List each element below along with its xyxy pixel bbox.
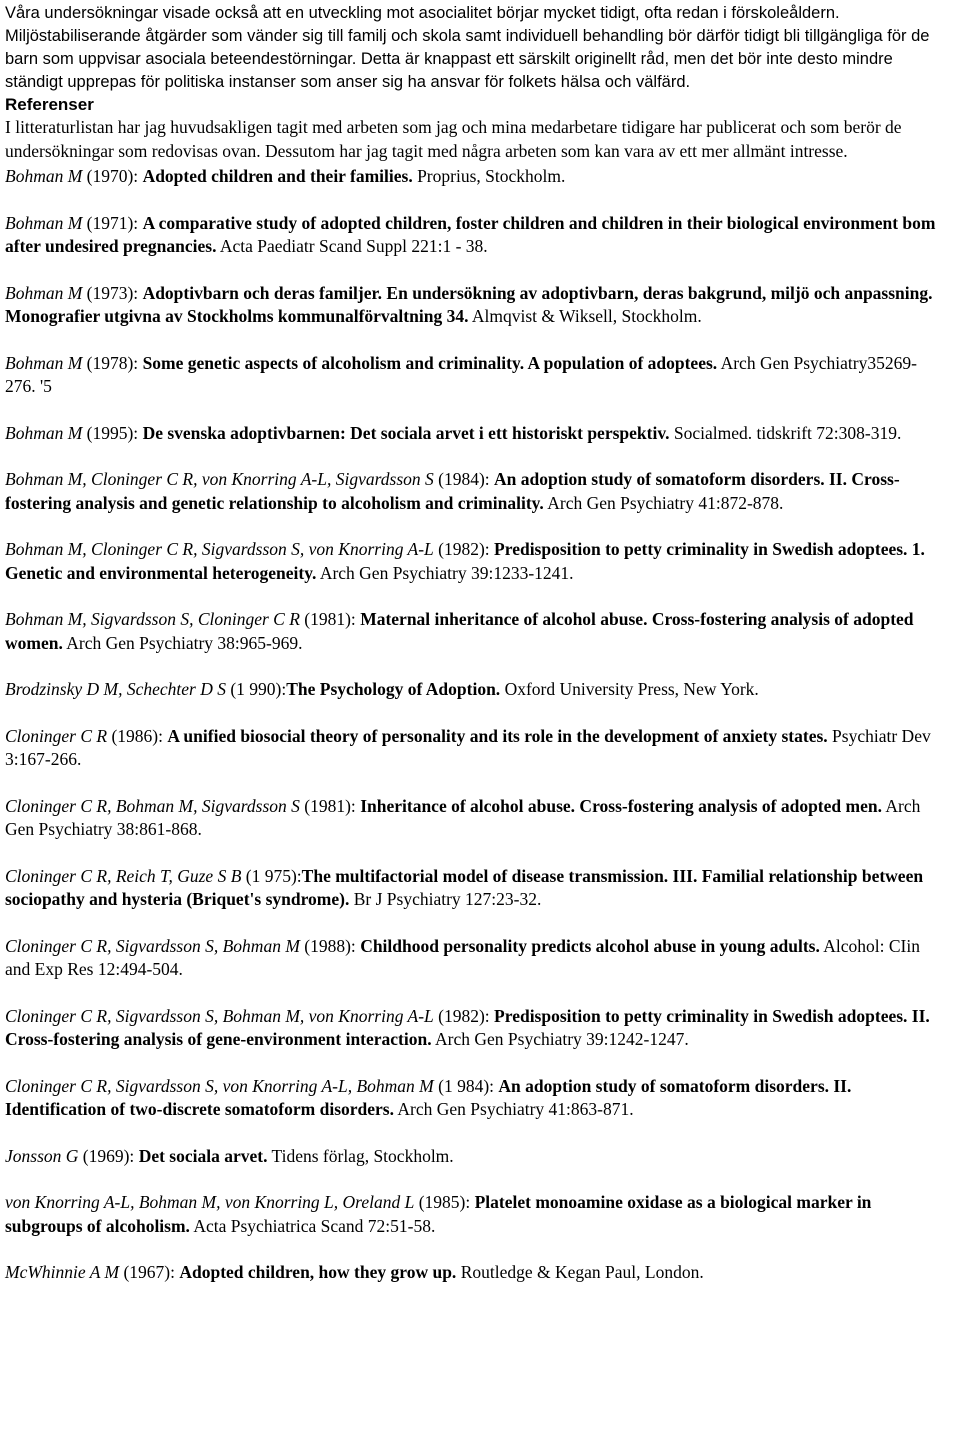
reference-title: De svenska adoptivbarnen: Det sociala arvet i ett historiskt perspektiv. xyxy=(142,422,670,443)
reference-authors: Bohman M, Cloninger C R, von Knorring A-L, Sigvardsson S xyxy=(5,469,434,489)
reference-year: (1969): xyxy=(78,1145,139,1166)
reference-source: Proprius, Stockholm. xyxy=(412,166,566,186)
reference-authors: Cloninger C R, Sigvardsson S, von Knorring A-L, Bohman M xyxy=(5,1075,434,1096)
intro-paragraph: Våra undersökningar visade också att en utveckling mot asocialitet börjar mycket tidigt, ofta redan i förskoleåldern. Miljöstabiliserande åtgärder som vänder sig till familj och skola samt individuell behandling bör därför tidigt bli tillgängliga för de barn som uppvisar asociala beteendestörningar. Detta är knappast ett särskilt originellt råd, men det bör inte desto mindre ständigt upprepas för politiska instanser som anser sig ha ansvar för folkets hälsa och välfärd. xyxy=(5,4,930,91)
reference-authors: von Knorring A-L, Bohman M, von Knorring L, Oreland L xyxy=(5,1192,415,1212)
reference-source: Arch Gen Psychiatry 39:1242-1247. xyxy=(431,1029,689,1049)
reference-source: Arch Gen Psychiatry 39:1233-1241. xyxy=(316,562,574,583)
reference-item xyxy=(5,795,947,842)
reference-item xyxy=(5,865,947,912)
reference-authors: McWhinnie A M xyxy=(5,1262,120,1282)
reference-year: (1973): xyxy=(82,282,143,303)
reference-title: Childhood personality predicts alcohol abuse in young adults. xyxy=(360,935,820,956)
reference-source: Acta Psychiatrica Scand 72:51-58. xyxy=(189,1215,436,1236)
reference-year: (1982): xyxy=(433,1005,495,1026)
reference-title: Predisposition to petty criminality in Swedish adoptees. 1. Genetic and environmental heterogeneity. xyxy=(5,539,925,583)
reference-source: Arch Gen Psychiatry 41:872-878. xyxy=(543,492,784,513)
reference-authors: Bohman M xyxy=(5,282,83,303)
reference-source: Arch Gen Psychiatry 41:863-871. xyxy=(393,1099,634,1119)
reference-source: Psychiatr Dev 3:167-266. xyxy=(5,725,931,769)
reference-item xyxy=(5,352,947,399)
reference-year: (1988): xyxy=(299,935,361,956)
reference-item xyxy=(5,212,947,259)
reference-source: Routledge & Kegan Paul, London. xyxy=(456,1262,704,1282)
reference-title: Adoptivbarn och deras familjer. En undersökning av adoptivbarn, deras bakgrund, miljö och anpassning. Monografier utgivna av Stockholms kommunalförvaltning 34. xyxy=(5,282,933,326)
reference-authors: Bohman M xyxy=(5,422,83,443)
reference-authors: Cloninger C R, Reich T, Guze S B xyxy=(5,865,242,886)
reference-title: Adopted children and their families. xyxy=(142,166,413,186)
reference-year: (1970): xyxy=(82,166,143,186)
reference-year: (1986): xyxy=(107,725,168,746)
reference-authors: Bohman M xyxy=(5,166,83,186)
reference-authors: Cloninger C R, Bohman M, Sigvardsson S xyxy=(5,795,300,816)
reference-item xyxy=(5,1075,947,1122)
reference-title: Predisposition to petty criminality in Swedish adoptees. II. Cross-fostering analysis of gene-environment interaction. xyxy=(5,1005,930,1049)
reference-year: (1978): xyxy=(82,352,143,373)
reference-year: (1982): xyxy=(433,539,495,559)
reference-source: Oxford University Press, New York. xyxy=(500,679,759,699)
reference-source: Tidens förlag, Stockholm. xyxy=(267,1145,454,1166)
reference-authors: Bohman M xyxy=(5,352,83,373)
reference-year: (1981): xyxy=(299,609,361,629)
reference-item xyxy=(5,468,947,515)
reference-authors: Cloninger C R xyxy=(5,725,108,746)
reference-title: Some genetic aspects of alcoholism and criminality. A population of adoptees. xyxy=(142,352,718,373)
reference-item xyxy=(5,165,947,189)
reference-year: (1995): xyxy=(82,422,143,443)
reference-title: The multifactorial model of disease transmission. III. Familial relationship between sociopathy and hysteria (Briquet's syndrome). xyxy=(5,865,924,909)
reference-authors: Cloninger C R, Sigvardsson S, Bohman M xyxy=(5,935,300,956)
reference-item xyxy=(5,538,947,585)
reference-year: (1984): xyxy=(433,469,495,489)
reference-title: Maternal inheritance of alcohol abuse. Cross-fostering analysis of adopted women. xyxy=(5,609,914,653)
reference-source: Alcohol: CIin and Exp Res 12:494-504. xyxy=(5,935,920,979)
reference-item xyxy=(5,282,947,329)
reference-source: Br J Psychiatry 127:23-32. xyxy=(349,889,542,909)
reference-year: (1 984): xyxy=(433,1075,499,1096)
reference-source: Arch Gen Psychiatry 38:861-868. xyxy=(5,795,921,839)
reference-item xyxy=(5,608,947,655)
reference-title: An adoption study of somatoform disorders. II. Cross-fostering analysis and genetic relationship to alcoholism and criminality. xyxy=(5,469,900,513)
reference-title: An adoption study of somatoform disorders. II. Identification of two-discrete somatoform disorders. xyxy=(5,1075,852,1119)
reference-item xyxy=(5,1191,947,1238)
reference-authors: Bohman M xyxy=(5,212,83,233)
reference-authors: Cloninger C R, Sigvardsson S, Bohman M, von Knorring A-L xyxy=(5,1005,434,1026)
reference-title: Platelet monoamine oxidase as a biological marker in subgroups of alcoholism. xyxy=(5,1192,872,1236)
reference-title: Adopted children, how they grow up. xyxy=(179,1262,457,1282)
reference-year: (1 975): xyxy=(241,865,302,886)
reference-year: (1967): xyxy=(119,1262,180,1282)
reference-title: Det sociala arvet. xyxy=(138,1145,268,1166)
reference-item xyxy=(5,1261,947,1285)
reference-authors: Jonsson G xyxy=(5,1145,79,1166)
reference-source: Acta Paediatr Scand Suppl 221:1 - 38. xyxy=(216,236,488,256)
reference-item xyxy=(5,1145,947,1169)
reference-title: Inheritance of alcohol abuse. Cross-fostering analysis of adopted men. xyxy=(360,795,882,816)
references-heading: Referenser xyxy=(5,95,94,114)
reference-source: Almqvist & Wiksell, Stockholm. xyxy=(468,306,702,326)
reference-item xyxy=(5,678,947,702)
reference-item xyxy=(5,935,947,982)
reference-list xyxy=(5,165,947,1285)
reference-item xyxy=(5,1005,947,1052)
reference-year: (1971): xyxy=(82,212,143,233)
reference-authors: Brodzinsky D M, Schechter D S xyxy=(5,679,226,699)
reference-year: (1985): xyxy=(414,1192,475,1212)
reference-title: A unified biosocial theory of personality and its role in the development of anxiety states. xyxy=(167,725,828,746)
reference-year: (1981): xyxy=(299,795,361,816)
reference-title: The Psychology of Adoption. xyxy=(286,679,501,699)
reference-title: A comparative study of adopted children, foster children and children in their biological environment bom after undesired pregnancies. xyxy=(5,212,936,256)
reference-authors: Bohman M, Sigvardsson S, Cloninger C R xyxy=(5,609,300,629)
reference-source: Arch Gen Psychiatry35269-276. '5 xyxy=(5,352,917,396)
reference-source: Arch Gen Psychiatry 38:965-969. xyxy=(62,632,303,653)
reference-authors: Bohman M, Cloninger C R, Sigvardsson S, von Knorring A-L xyxy=(5,539,434,559)
references-intro: I litteraturlistan har jag huvudsakligen tagit med arbeten som jag och mina medarbetare tidigare har publicerat och som berör de undersökningar som redovisas ovan. Dessutom har jag tagit med några arbeten som kan vara av ett mer allmänt intresse. xyxy=(5,117,902,161)
reference-year: (1 990): xyxy=(225,679,287,699)
reference-item xyxy=(5,422,947,446)
reference-item xyxy=(5,725,947,772)
reference-source: Socialmed. tidskrift 72:308-319. xyxy=(669,422,902,443)
